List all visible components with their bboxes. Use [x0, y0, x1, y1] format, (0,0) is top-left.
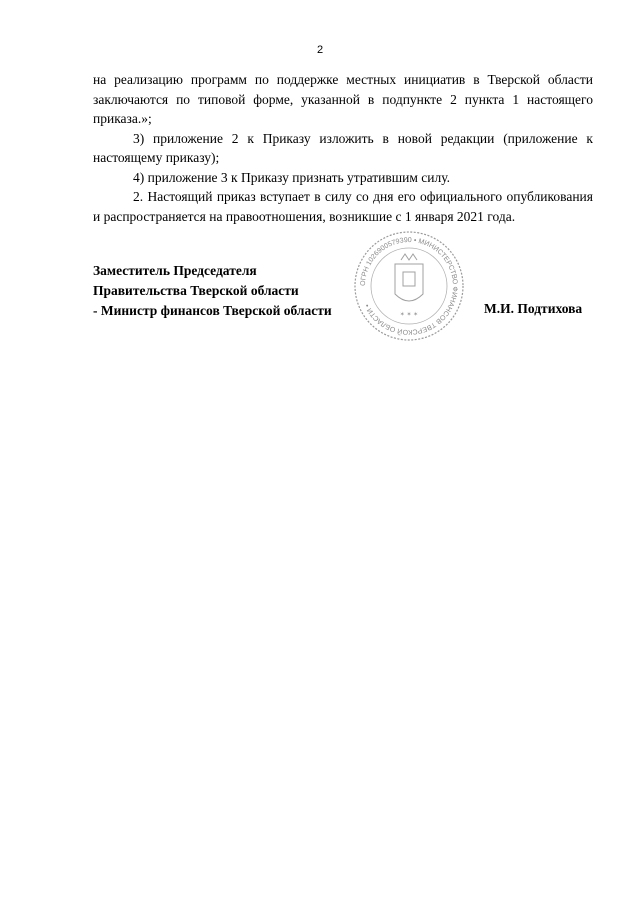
signer-name: М.И. Подтихова: [484, 301, 583, 316]
paragraph: 4) приложение 3 к Приказу признать утратившим силу.: [133, 169, 451, 185]
svg-text:✶ ✶ ✶: ✶ ✶ ✶: [399, 312, 419, 318]
signature-block: [93, 261, 332, 321]
document-body: [93, 70, 593, 226]
seal-ring-text: ОГРН 1026900579390 • МИНИСТЕРСТВО ФИНАНСОВ ТВЕРСКОЙ ОБЛАСТИ •: [359, 236, 459, 336]
signer-title-line: Правительства Тверской области: [93, 283, 299, 298]
paragraph: на реализацию программ по поддержке местных инициатив в Тверской области заключаются по типовой форме, указанной в подпункте 2 пункта 1 настоящего приказа.»;: [93, 72, 593, 126]
page-number: 2: [316, 44, 324, 56]
signer-title-line: - Министр финансов Тверской области: [93, 303, 332, 318]
paragraph: 3) приложение 2 к Приказу изложить в новой редакции (приложение к настоящему приказу);: [93, 130, 593, 165]
official-seal-icon: [353, 230, 465, 342]
signer-title-line: Заместитель Председателя: [93, 263, 257, 278]
paragraph: 2. Настоящий приказ вступает в силу со дня его официального опубликования и распространяется на правоотношения, возникшие с 1 января 2021 года.: [93, 189, 593, 224]
